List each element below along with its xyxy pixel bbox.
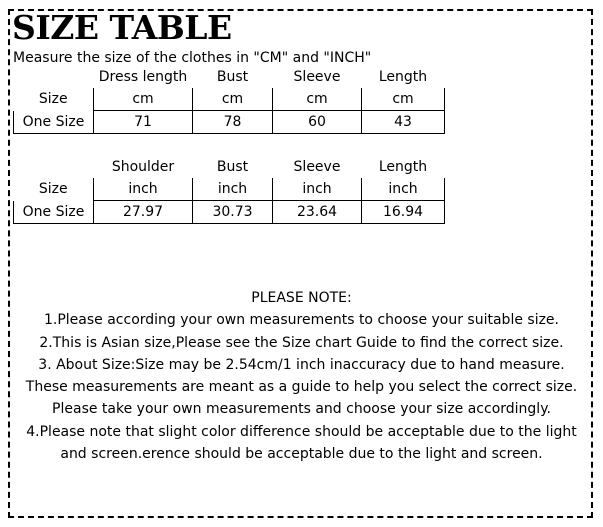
table-row [14,111,445,134]
note-line: 1.Please according your own measurements to choose your suitable size. [43,312,559,329]
note-line: 4.Please note that slight color difference should be acceptable due to the light [26,423,577,440]
value-cell: 71 [94,111,193,134]
notes-heading: PLEASE NOTE: [251,290,352,306]
table-row [14,201,445,224]
table-header-row [14,156,445,178]
unit-cell: Size [38,181,68,198]
header-cell: Length [378,159,428,175]
value-cell: One Size [14,201,94,224]
unit-cell: cm [273,88,362,111]
value-cell: 30.73 [193,201,273,224]
unit-cell: inch [193,178,273,201]
unit-cell: Size [38,91,68,108]
note-line: 3. About Size:Size may be 2.54cm/1 inch inaccuracy due to hand measure. [38,356,565,373]
header-cell [14,156,94,178]
header-cell: Bust [216,69,249,85]
value-cell: 78 [193,111,273,134]
header-cell: Bust [216,159,249,175]
note-line: 2.This is Asian size,Please see the Size chart Guide to find the correct size. [39,334,564,351]
measure-instruction: Measure the size of the clothes in "CM" and "INCH" [13,50,372,66]
note-line: These measurements are meant as a guide to help you select the correct size. [25,379,578,396]
note-line: Please take your own measurements and choose your size accordingly. [52,401,551,418]
unit-cell: inch [94,178,193,201]
value-cell: 43 [362,111,445,134]
unit-cell: cm [193,88,273,111]
table-unit-row [14,178,445,201]
header-cell [14,66,94,88]
size-table-cm [13,66,445,134]
unit-cell: cm [362,88,445,111]
page-title: SIZE TABLE [12,8,232,47]
value-cell: One Size [14,111,94,134]
header-cell: Sleeve [293,69,341,85]
header-cell: Length [378,69,428,85]
table-unit-row [14,88,445,111]
size-table-inch [13,156,445,224]
value-cell: 23.64 [273,201,362,224]
unit-cell: cm [94,88,193,111]
unit-cell: inch [362,178,445,201]
unit-cell: inch [273,178,362,201]
header-cell: Sleeve [293,159,341,175]
value-cell: 27.97 [94,201,193,224]
header-cell: Dress length [98,69,188,85]
note-line: and screen.erence should be acceptable due to the light and screen. [60,446,543,463]
table-header-row [14,66,445,88]
notes-section [16,287,587,465]
value-cell: 16.94 [362,201,445,224]
header-cell: Shoulder [111,159,175,175]
value-cell: 60 [273,111,362,134]
